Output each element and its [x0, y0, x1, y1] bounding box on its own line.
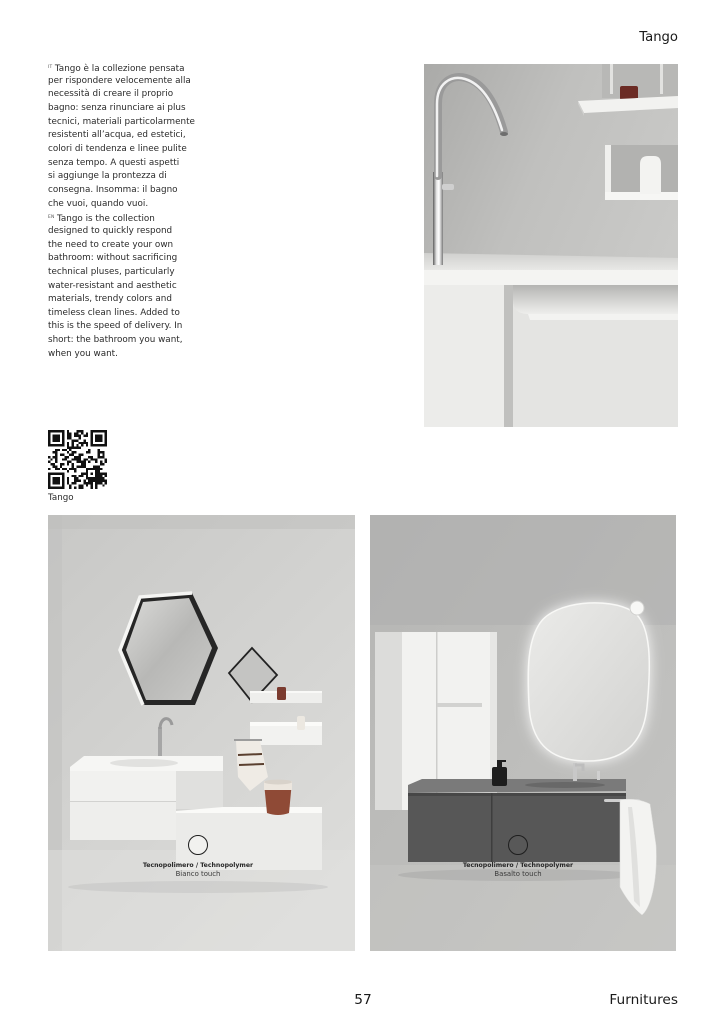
photo-bianco-touch: [48, 515, 355, 951]
qr-caption: Tango: [48, 493, 74, 503]
intro-it-line: che vuoi, quando vuoi.: [48, 198, 149, 209]
intro-en-line: bathroom: without sacrificing: [48, 253, 178, 264]
finish-color-name: Basalto touch: [494, 870, 542, 878]
photo-basalto-touch: [370, 515, 676, 951]
intro-it-line: consegna. Insomma: il bagno: [48, 184, 178, 195]
section-name: Furnitures: [609, 992, 678, 1008]
photo-faucet-detail: [424, 64, 678, 427]
finish-label-bianco: [113, 861, 283, 879]
intro-text-block: [48, 61, 218, 361]
intro-it-line: senza tempo. A questi aspetti: [48, 157, 180, 168]
countertop: [424, 253, 678, 285]
intro-it-line: necessità di creare il proprio: [48, 89, 174, 100]
intro-it-text: Tango è la collezione pensata: [54, 64, 185, 74]
intro-en-text: Tango is the collection: [56, 214, 155, 225]
intro-it-line: tecnici, materiali particolarmente: [48, 116, 195, 127]
intro-it-line: bagno: senza rinunciare ai plus: [48, 102, 186, 113]
mirror-light: [630, 601, 644, 615]
intro-en-line: technical pluses, particularly: [48, 266, 175, 277]
intro-en-line: the need to create your own: [48, 239, 174, 250]
intro-it-line: resistenti all’acqua, ed estetici,: [48, 130, 186, 141]
language-marker-en: EN: [48, 215, 55, 221]
intro-en-line: timeless clean lines. Added to: [48, 307, 180, 318]
qr-code[interactable]: [48, 430, 107, 489]
language-marker-it: IT: [48, 65, 53, 70]
finish-material: Tecnopolimero / Technopolymer: [142, 862, 254, 869]
cabinet: [424, 285, 678, 427]
backlit-mirror: [528, 603, 649, 761]
intro-en-line: when you want.: [48, 348, 118, 359]
collection-title: Tango: [639, 30, 678, 45]
intro-en-line: water-resistant and aesthetic: [48, 280, 177, 291]
intro-en-line: designed to quickly respond: [48, 225, 173, 236]
intro-it-line: colori di tendenza e linee pulite: [48, 143, 187, 154]
finish-swatch-basalto: [508, 835, 528, 855]
intro-it-line: [48, 61, 218, 75]
intro-en-line: materials, trendy colors and: [48, 294, 172, 305]
wall-shelf-lower: [605, 145, 678, 200]
finish-material: Tecnopolimero / Technopolymer: [462, 862, 574, 869]
intro-en-line: [48, 211, 218, 225]
finish-label-basalto: [433, 861, 603, 879]
intro-it-line: si aggiunge la prontezza di: [48, 171, 167, 182]
page-number: 57: [354, 992, 372, 1008]
intro-en-line: short: the bathroom you want,: [48, 335, 183, 346]
intro-en-line: this is the speed of delivery. In: [48, 321, 183, 332]
finish-swatch-bianco: [188, 835, 208, 855]
finish-color-name: Bianco touch: [175, 870, 221, 878]
terracotta-vase: [264, 780, 292, 816]
intro-it-line: per rispondere velocemente alla: [48, 75, 191, 86]
